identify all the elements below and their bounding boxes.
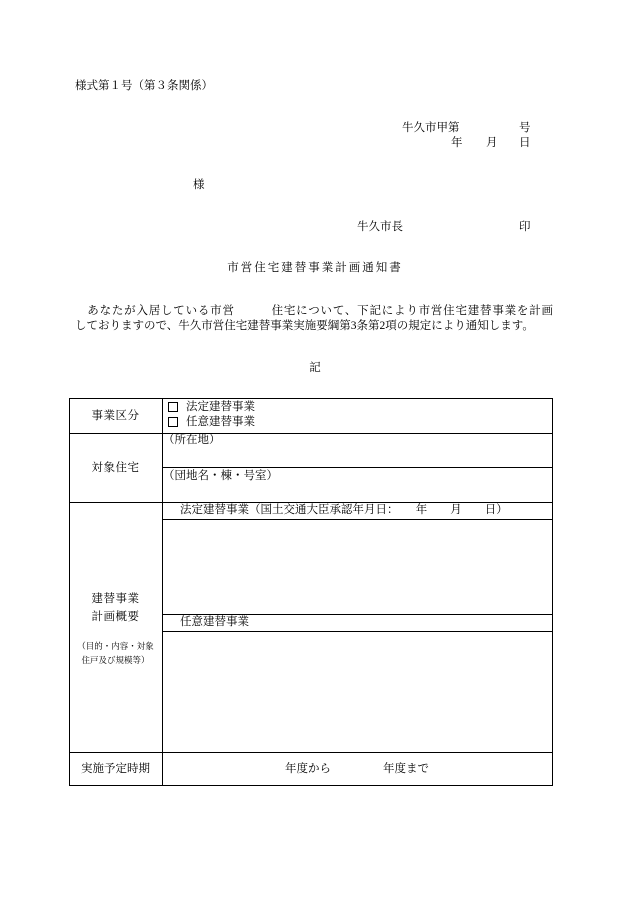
voluntary-plan-label: 任意建替事業 [180,616,249,628]
form-number: 様式第１号（第３条関係） [75,80,213,92]
body-line-1: あなたが入居している市営 住宅について、下記により市営住宅建替事業を計画 [75,305,553,317]
plan-table [69,398,553,786]
plan-note-line: （目的・内容・対象 [77,641,154,651]
plan-note-line: 住戸及び規模等） [81,655,150,665]
date-month: 月 [486,137,498,149]
plan-inner-divider [162,614,553,615]
location-field [163,446,553,467]
category-option-statutory [168,401,255,413]
plan-label-line: 建替事業 [91,593,140,605]
table-row-divider [69,502,553,503]
category-option-label: 任意建替事業 [186,416,255,428]
target-inner-divider [162,467,553,468]
document-number-prefix: 牛久市甲第 [402,122,460,134]
category-option-label: 法定建替事業 [186,401,255,413]
statutory-plan-label: 法定建替事業（国土交通大臣承認年月日： 年 月 日） [180,504,508,516]
statutory-plan-area [163,520,553,614]
sender-name: 牛久市長 [357,221,403,233]
plan-label-line: 計画概要 [91,611,140,623]
document-number-suffix: 号 [519,122,531,134]
ki-heading: 記 [309,362,321,374]
complex-label: （団地名・棟・号室） [163,470,278,482]
seal-mark: 印 [519,221,531,233]
addressee-honorific: 様 [193,179,205,191]
schedule-from: 年度から [285,763,331,775]
location-label: （所在地） [163,434,221,446]
schedule-to: 年度まで [383,763,429,775]
checkbox-icon [168,402,178,412]
category-option-voluntary [168,416,255,428]
date-year: 年 [451,137,463,149]
document-title: 市営住宅建替事業計画通知書 [227,262,403,274]
category-label: 事業区分 [91,409,140,422]
target-label: 対象住宅 [91,461,140,474]
checkbox-icon [168,417,178,427]
date-day: 日 [519,137,531,149]
body-line-2: しておりますので、牛久市営住宅建替事業実施要綱第3条第2項の規定により通知します。 [75,320,534,332]
voluntary-plan-area [163,632,553,752]
schedule-label: 実施予定時期 [81,763,150,775]
complex-field [163,482,553,502]
